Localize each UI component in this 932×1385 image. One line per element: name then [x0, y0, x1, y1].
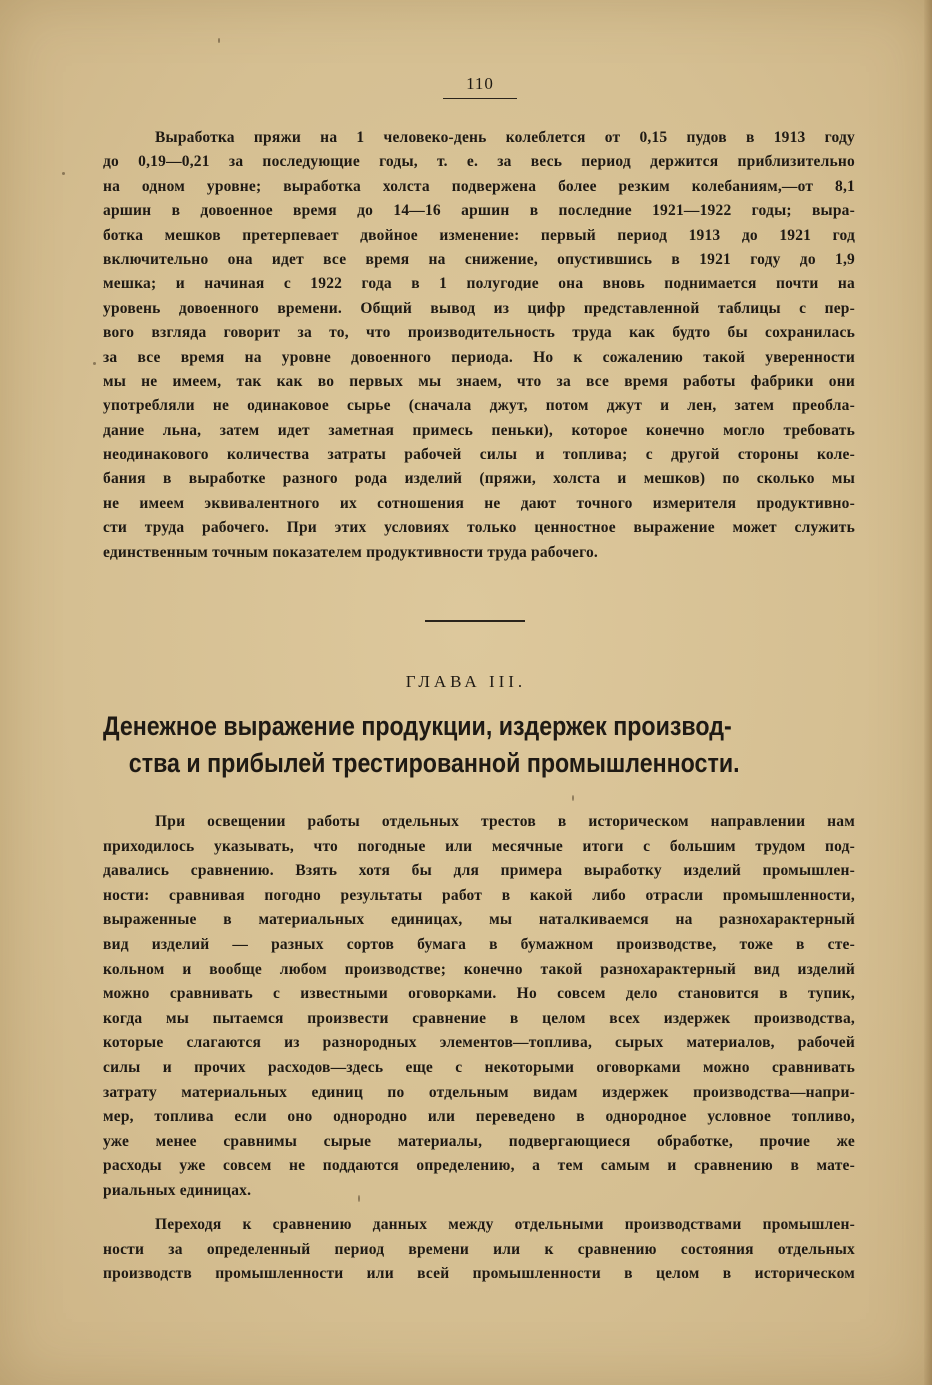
- text-line: неодинакового количества затраты рабочей силы и топлива; с другой стороны коле-: [103, 446, 855, 464]
- text-line: вид изделий — разных сортов бумага в бумажном производстве, тоже в сте-: [103, 935, 855, 953]
- paragraph-output-analysis: [103, 126, 855, 565]
- text-line: производств промышленности или всей промышленности в целом в историческом: [103, 1265, 855, 1283]
- text-line: уже менее сравнимы сырые материалы, подвергающиеся обработке, прочие же: [103, 1132, 855, 1150]
- text-line: бания в выработке разного рода изделий (пряжи, холста и мешков) по сколько мы: [103, 470, 855, 488]
- text-line: приходилось указывать, что погодные или месячные итоги с большим трудом под-: [103, 837, 855, 855]
- text-line: единственным точным показателем продуктивности труда рабочего.: [103, 543, 598, 561]
- text-line: сти труда рабочего. При этих условиях только ценностное выражение может служить: [103, 519, 855, 537]
- text-line: риальных единицах.: [103, 1181, 252, 1199]
- paper-speck: [218, 38, 220, 43]
- text-line: ности за определенный период времени или к сравнению состояния отдельных: [103, 1240, 855, 1258]
- text-line: не имеем эквивалентного их сотношения не дают точного измерителя продуктивно-: [103, 494, 855, 512]
- text-line: на одном уровне; выработка холста подвержена более резким колебаниям,—от 8,1: [103, 177, 855, 195]
- chapter-label: ГЛАВА III.: [405, 672, 527, 691]
- text-line: употребляли не одинаковое сырье (сначала джут, потом джут и лен, затем преобла-: [103, 397, 855, 415]
- text-line: силы и прочих расходов—здесь еще с некоторыми оговорками можно сравнивать: [103, 1058, 855, 1076]
- text-line: мешка; и начиная с 1922 года в 1 полугодие она вновь поднимается почти на: [103, 275, 855, 293]
- text-line: Выработка пряжи на 1 человеко-день колеблется от 0,15 пудов в 1913 году: [155, 129, 855, 146]
- text-line: за все время на уровне довоенного периода. Но к сожалению такой уверенности: [103, 348, 855, 366]
- text-line: дание льна, затем идет заметная примесь пеньки), которое конечно могло требовать: [103, 421, 855, 439]
- text-line: расходы уже совсем не поддаются определению, а тем самым и сравнению в мате-: [103, 1157, 855, 1175]
- text-line: можно сравнивать с известными оговорками. Но совсем дело становится в тупик,: [103, 985, 855, 1003]
- text-line: выраженные в материальных единицах, мы наталкиваемся на разнохарактерный: [103, 911, 855, 929]
- text-line: давались сравнению. Взять хотя бы для примера выработку изделий промышлен-: [103, 862, 855, 880]
- paragraph-comparison-difficulty: [103, 810, 855, 1204]
- text-line: мы не имеем, так как во первых мы знаем, что за все время работы фабрики они: [103, 372, 855, 390]
- text-line: ботка мешков претерпевает двойное изменение: первый период 1913 до 1921 год: [103, 226, 855, 244]
- paper-speck: [572, 795, 574, 801]
- paper-speck: [358, 1195, 360, 1202]
- text-line: вого взгляда говорит за то, что производительность труда как будто бы сохранилась: [103, 324, 855, 342]
- chapter-title-line: Денежное выражение продукции, издержек производ-: [103, 711, 732, 741]
- text-line: Переходя к сравнению данных между отдельными производствами промышлен-: [155, 1216, 855, 1233]
- paper-speck: [93, 362, 96, 365]
- text-line: затрату материальных единиц по отдельным видам издержек производства—напри-: [103, 1083, 855, 1101]
- text-line: уровень довоенного времени. Общий вывод из цифр представленной таблицы с пер-: [103, 299, 855, 317]
- text-line: включительно она идет все время на снижение, опустившись в 1921 году до 1,9: [103, 250, 855, 268]
- paragraph-transition: [103, 1213, 855, 1287]
- text-line: аршин в довоенное время до 14—16 аршин в последние 1921—1922 годы; выра-: [103, 202, 855, 220]
- paper-speck: [62, 172, 65, 175]
- text-line: кольном и вообще любом производстве; конечно такой разнохарактерный вид изделий: [103, 960, 855, 978]
- text-line: когда мы пытаемся произвести сравнение в целом всех издержек производства,: [103, 1009, 855, 1027]
- text-line: ности: сравнивая погодно результаты работ в какой либо отрасли промышленности,: [103, 886, 855, 904]
- page-edge-shadow: [924, 0, 932, 1385]
- page-number: 110: [443, 74, 517, 99]
- text-line: При освещении работы отдельных трестов в историческом направлении нам: [155, 813, 855, 830]
- text-line: мер, топлива если оно однородно или переведено в однородное условное топливо,: [103, 1108, 855, 1126]
- text-line: которые слагаются из разнородных элементов—топлива, сырых материалов, рабочей: [103, 1034, 855, 1052]
- section-divider: [425, 620, 525, 622]
- chapter-title-line: ства и прибылей трестированной промышленности.: [128, 748, 740, 778]
- text-line: до 0,19—0,21 за последующие годы, т. е. за весь период держится приблизительно: [103, 153, 855, 171]
- chapter-title: [103, 708, 750, 782]
